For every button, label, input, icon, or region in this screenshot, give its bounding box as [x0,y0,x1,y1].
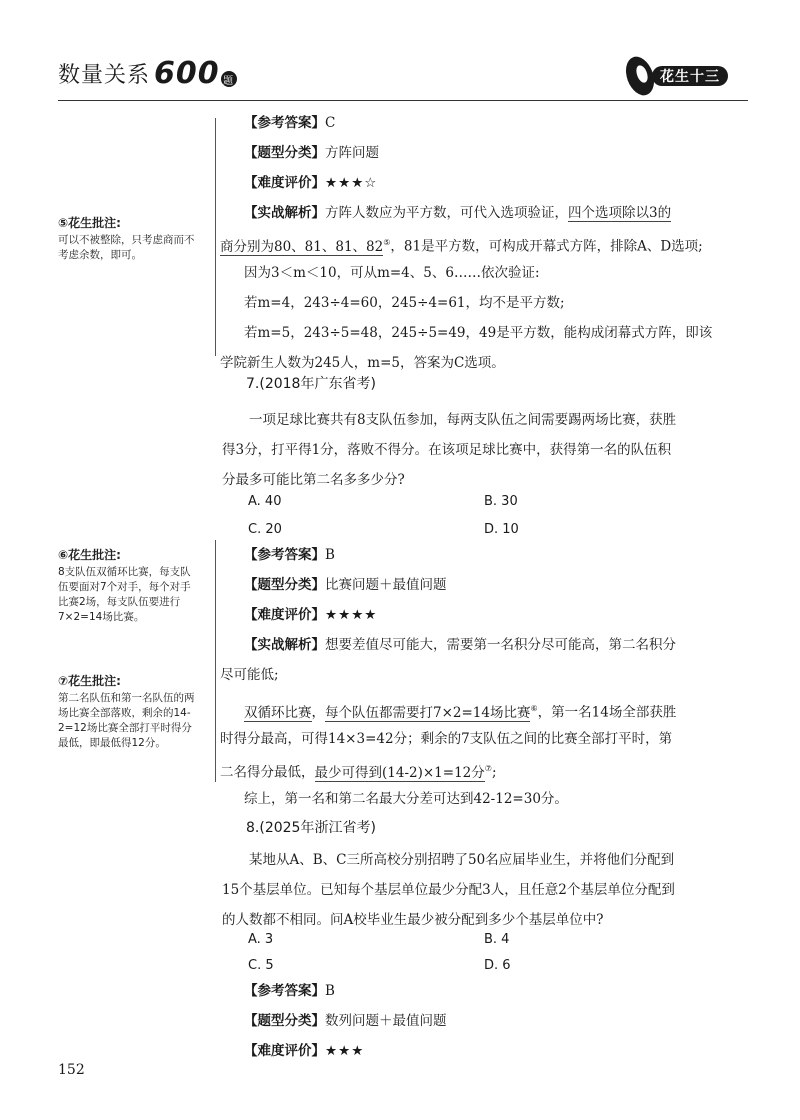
question-8-title: 8.(2025年浙江省考) [246,820,376,836]
analysis-line: 综上，第一名和第二名最大分差可达到42-12=30分。 [244,791,568,807]
header-rule [58,100,748,101]
analysis-line [244,198,744,228]
margin-rule [215,118,216,356]
analysis-line: 尽可能低; [220,667,279,683]
analysis-text: 想要差值尽可能大，需要第一名积分尽可能高，第二名积分 [325,637,676,653]
question-7-title: 7.(2018年广东省考) [246,376,376,392]
type-line [244,1006,744,1036]
footnote-ref-6: ⑥ [530,704,538,713]
type-tag: 【题型分类】 [244,1013,325,1029]
type-tag: 【题型分类】 [244,145,325,161]
difficulty-line [244,168,744,198]
analysis-line: 若m=5，243÷5=48，245÷5=49，49是平方数，能构成闭幕式方阵，即该 [244,325,713,341]
analysis-tag: 【实战解析】 [244,205,325,221]
q7-option-a: A. 40 [248,494,282,509]
analysis-underlined: 四个选项除以3的 [568,205,672,221]
stem-line: 得3分，打平得1分，落败不得分。在该项足球比赛中，获得第一名的队伍积 [222,442,672,458]
difficulty-stars: ★★★ [325,1043,365,1059]
stem-line: 的人数都不相同。问A校毕业生最少被分配到多少个基层单位中? [222,912,604,928]
question-8-stem [222,845,742,935]
analysis-underlined: 每个队伍都需要打7×2=14场比赛 [325,704,531,721]
q6-answer-block [220,108,744,378]
answer-value: B [325,983,335,999]
book-title-number: 600 [154,56,220,91]
brand-logo [622,52,734,100]
analysis-underlined: 最少可得到(14-2)×1=12分 [314,764,485,781]
q8-option-a: A. 3 [248,932,274,947]
analysis-line [244,630,744,660]
type-line [244,138,744,168]
answer-line [244,976,744,1006]
difficulty-stars: ★★★★ [325,607,378,623]
analysis-line [220,228,744,258]
analysis-text: ，第一名14场全部获胜 [537,704,677,721]
difficulty-line [244,1036,744,1066]
answer-value: C [325,115,336,131]
type-value: 方阵问题 [325,145,379,161]
type-value: 比赛问题＋最值问题 [325,577,447,593]
footnote-ref-5: ⑤ [383,238,391,247]
sidebar-note-title: ⑥花生批注: [58,548,121,562]
stem-line: 分最多可能比第二名多多少分? [222,472,405,488]
q7-answer-block [220,540,744,814]
analysis-text: 二名得分最低， [220,764,315,781]
q8-option-b: B. 4 [484,932,510,947]
analysis-line: 时得分最高，可得14×3=42分；剩余的7支队伍之间的比赛全部打平时，第 [220,731,673,747]
analysis-line: 学院新生人数为245人，m=5，答案为C选项。 [220,355,505,371]
analysis-text: ; [491,764,497,781]
sidebar-note-5 [58,216,200,263]
answer-tag: 【参考答案】 [244,983,325,999]
sidebar-note-title: ⑦花生批注: [58,674,121,688]
answer-tag: 【参考答案】 [244,547,325,563]
q8-option-c: C. 5 [248,958,274,973]
answer-line [244,540,744,570]
book-title [58,58,237,89]
q8-option-d: D. 6 [484,958,511,973]
footnote-ref-7: ⑦ [484,764,492,773]
q7-option-c: C. 20 [248,522,282,537]
answer-tag: 【参考答案】 [244,115,325,131]
analysis-tag: 【实战解析】 [244,637,325,653]
analysis-text: ，81是平方数，可构成开幕式方阵，排除A、D选项; [390,238,703,255]
difficulty-stars: ★★★☆ [325,175,378,191]
difficulty-tag: 【难度评价】 [244,607,325,623]
sidebar-note-7 [58,674,200,751]
stem-line: 15个基层单位。已知每个基层单位最少分配3人，且任意2个基层单位分配到 [222,882,675,898]
book-title-text: 数量关系 [58,63,151,88]
answer-value: B [325,547,335,563]
q7-option-d: D. 10 [484,522,519,537]
sidebar-note-text: 可以不被整除，只考虑商而不考虑余数，即可。 [58,234,195,261]
analysis-line [244,694,744,724]
type-tag: 【题型分类】 [244,577,325,593]
sidebar-note-text: 第二名队伍和第一名队伍的两场比赛全部落败，剩余的14-2=12场比赛全部打平时得分最低，即最低得12分。 [58,692,195,749]
analysis-text: 方阵人数应为平方数，可代入选项验证， [325,205,568,221]
sidebar-note-text: 8支队伍双循环比赛，每支队伍要面对7个对手，每个对手比赛2场，每支队伍要进行7×2=14场比赛。 [58,566,191,623]
stem-line: 一项足球比赛共有8支队伍参加，每两支队伍之间需要踢两场比赛，获胜 [249,412,677,428]
q8-answer-block [244,976,744,1066]
analysis-line: 因为3＜m＜10，可从m=4、5、6……依次验证: [244,265,540,281]
margin-rule [215,540,216,782]
difficulty-tag: 【难度评价】 [244,175,325,191]
sidebar-note-title: ⑤花生批注: [58,216,121,230]
analysis-underlined: 双循环比赛 [244,704,312,721]
type-line [244,570,744,600]
stem-line: 某地从A、B、C三所高校分别招聘了50名应届毕业生，并将他们分配到 [249,852,675,868]
logo-text: 花生十三 [652,66,728,86]
difficulty-line [244,600,744,630]
analysis-line: 若m=4，243÷4=60，245÷4=61，均不是平方数; [244,295,565,311]
q7-option-b: B. 30 [484,494,518,509]
page-number: 152 [58,1062,85,1078]
type-value: 数列问题＋最值问题 [325,1013,447,1029]
analysis-line [220,754,744,784]
answer-line [244,108,744,138]
analysis-text: ， [311,704,325,721]
question-7-stem [222,405,742,495]
sidebar-note-6 [58,548,200,625]
analysis-underlined: 商分别为80、81、81、82 [220,238,384,255]
difficulty-tag: 【难度评价】 [244,1043,325,1059]
book-title-suffix: 题 [221,71,237,87]
